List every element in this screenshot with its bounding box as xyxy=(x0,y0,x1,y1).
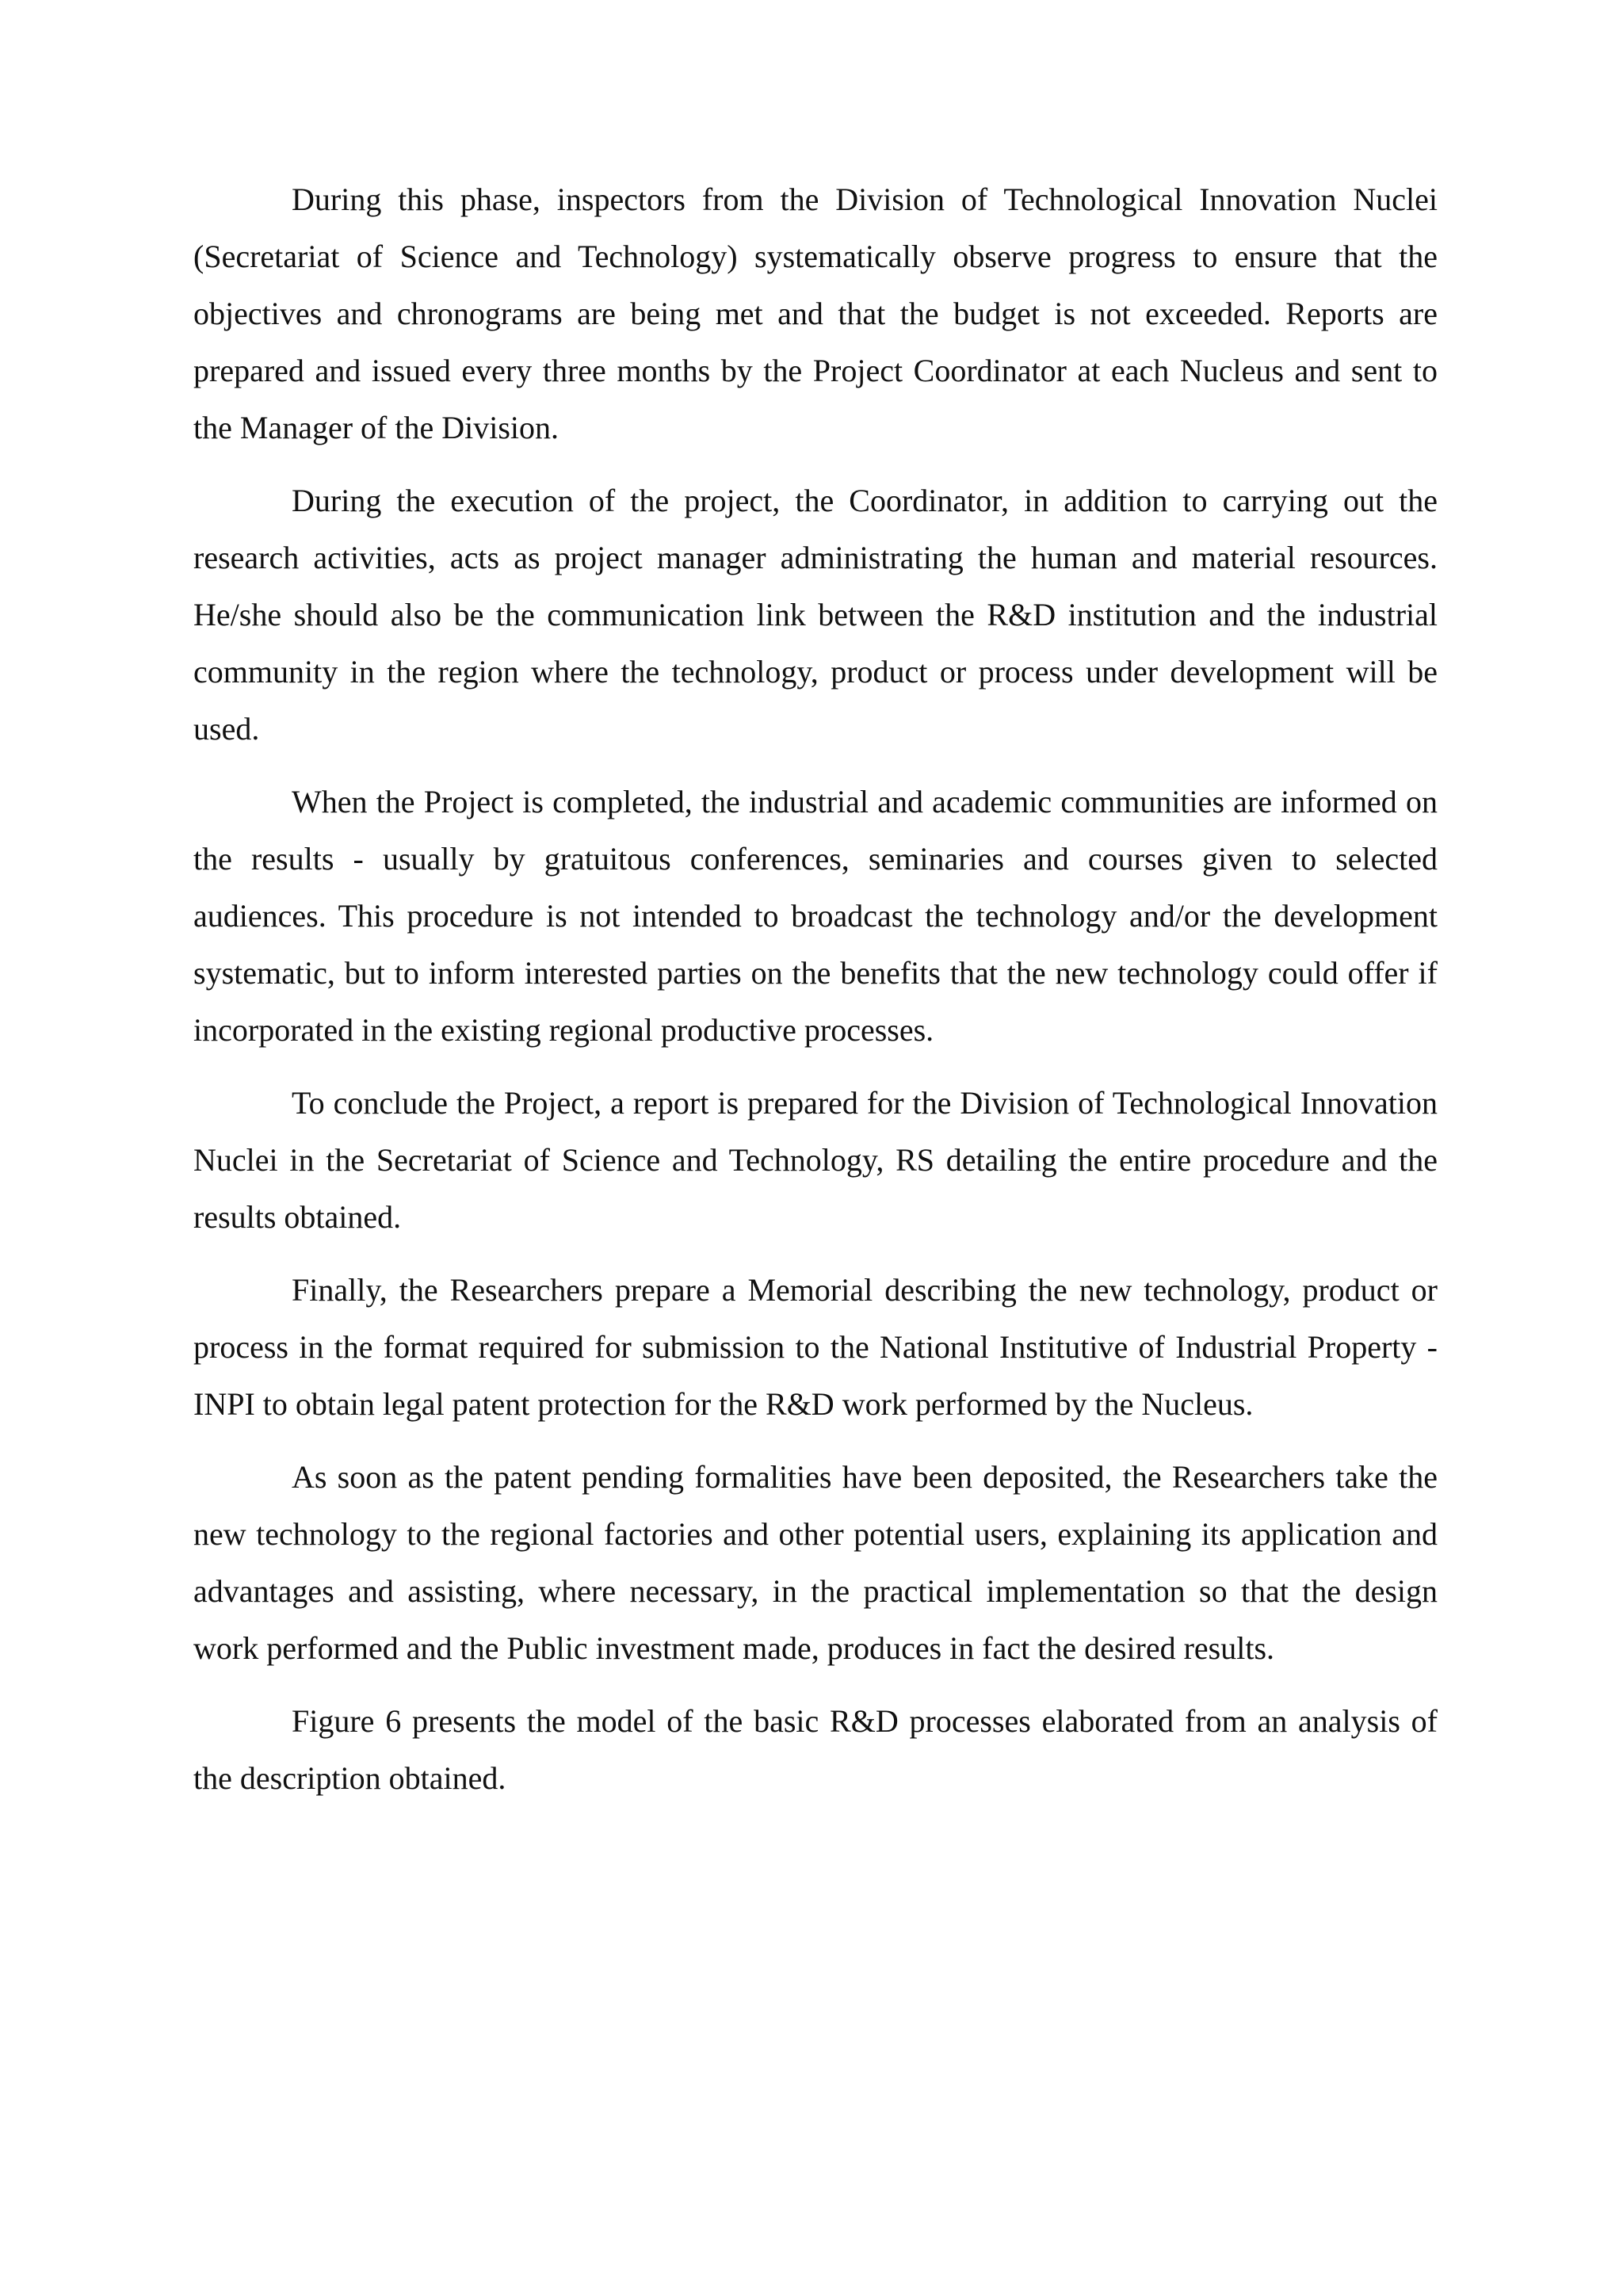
paragraph-project-conclusion: To conclude the Project, a report is prepared for the Division of Technological Innovation Nuclei in the Secretariat of Science and Technology, RS detailing the entire procedure and the results obtained. xyxy=(193,1085,1438,1235)
paragraph-inspection-phase: During this phase, inspectors from the Division of Technological Innovation Nuclei (Secretariat of Science and Technology) systematically observe progress to ensure that the objectives and chronograms are being met and that the budget is not exceeded. Reports are prepared and issued every three months by the Project Coordinator at each Nucleus and sent to the Manager of the Division. xyxy=(193,181,1438,445)
paragraph-project-completion: When the Project is completed, the industrial and academic communities are informed on the results - usually by gratuitous conferences, seminaries and courses given to selected audiences. This procedure is not intended to broadcast the technology and/or the development systematic, but to inform interested parties on the benefits that the new technology could offer if incorporated in the existing regional productive processes. xyxy=(193,784,1438,1048)
paragraph-technology-transfer: As soon as the patent pending formalities have been deposited, the Researchers take the new technology to the regional factories and other potential users, explaining its application and advantages and assisting, where necessary, in the practical implementation so that the design work performed and the Public investment made, produces in fact the desired results. xyxy=(193,1459,1438,1666)
document-body xyxy=(193,171,1438,1823)
paragraph-memorial-preparation: Finally, the Researchers prepare a Memorial describing the new technology, product or process in the format required for submission to the National Institutive of Industrial Property - INPI to obtain legal patent protection for the R&D work performed by the Nucleus. xyxy=(193,1272,1438,1422)
paragraph-figure-reference: Figure 6 presents the model of the basic R&D processes elaborated from an analysis of the description obtained. xyxy=(193,1703,1438,1796)
paragraph-project-execution: During the execution of the project, the Coordinator, in addition to carrying out the research activities, acts as project manager administrating the human and material resources. He/she should also be the communication link between the R&D institution and the industrial community in the region where the technology, product or process under development will be used. xyxy=(193,483,1438,747)
